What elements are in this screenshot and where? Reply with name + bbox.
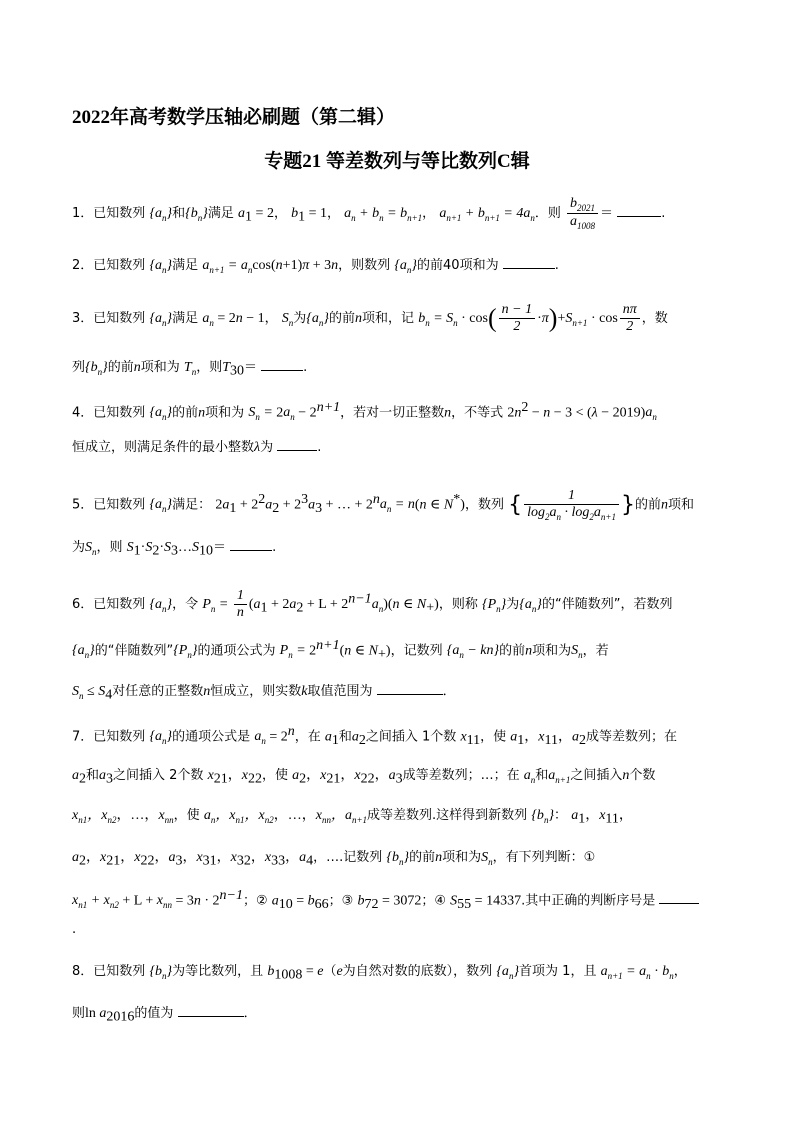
document-subtitle: 专题21 等差数列与等比数列C辑 (264, 151, 530, 172)
problem-4: 4．已知数列 $\{a_n\}$的前n项和为 $S_n = 2a_n - 2^{n+1}$，若对一切正整数n，不等式 $2n^2 - n - 3 < (\lambda - 2019)a_n$ (72, 400, 657, 423)
problem-6: 6．已知数列 $\{a_n\}$，令 $P_n$ = $\frac{1}{n}$ $(a_1 + 2a_2 + L + 2^{n-1}a_n)(n$ ∈ $N_+$)，则称 $\{P_n\}$为$\{a_n\}$的“伴随数列”，若数列 (72, 588, 673, 620)
problem-3-line-2: 列$\{b_n\}$的前n项和为 $T_n$，则$T_{30}=$ . (72, 360, 308, 379)
problem-7-line-4: $a_2$，$x_{21}$，$x_{22}$，$a_3$，$x_{31}$，$x_{32}$，$x_{33}$，$a_4$，….记数列 $\{b_n\}$的前n项和为$S_n$，有下列判断：① (72, 850, 596, 869)
problem-7-line-3: $x_{n1}$，$x_{n2}$，…，$x_{nn}$，使 $a_n$，$x_{n1}$，$x_{n2}$，…，$x_{nn}$，$a_{n+1}$成等差数列.这样得到新数列 $\{b_n\}$： $a_1$，$x_{11}$， (72, 808, 633, 827)
problem-5: 5．已知数列 $\{a_n\}$满足： $2a_1 + 2^2a_2 + 2^3a_3$ + … + $2^na_n = n(n$ ∈ N*)，数列 { $\frac{1}{\log_2a_n \cdot \log_2a_{n+1}}$ }的前n项和 (72, 488, 694, 522)
problem-6-line-3: $S_n \le S_4$对任意的正整数n恒成立，则实数k取值范围为 ． (72, 684, 456, 703)
problem-7-line-5: $x_{n1} + x_{n2} + L + x_{nn} = 3n \cdot 2^{n-1}$；② $a_{10} = b_{66}$；③ $b_{72} = 3072$；④ $S_{55} = 14337$.其中正确的判断序号是 (72, 888, 699, 913)
problem-7-line-2: $a_2$和$a_3$之间插入 2个数 $x_{21}$，$x_{22}$，使 $a_2$，$x_{21}$，$x_{22}$，$a_3$成等差数列；…；在 $a_n$和$a_{n+1}$之间插入n个数 (72, 768, 656, 787)
problem-1: 1．已知数列 $\{a_n\}$和$\{b_n\}$满足 $a_1 = 2$， $b_1 = 1$， $a_n + b_n = b_{n+1}$， $a_{n+1} + b_{n+1} = 4a_n$．则 $\frac{b_{2021}}{a_{1008}}$ ＝ . (72, 196, 666, 231)
problem-8: 8．已知数列 $\{b_n\}$为等比数列，且 $b_{1008} = e(e$为自然对数的底数），数列 $\{a_n\}$首项为 1，且 $a_{n+1} = a_n \cdot b_n$， (72, 964, 687, 983)
problem-4-line-2: 恒成立，则满足条件的最小整数λ为 . (72, 440, 322, 455)
problem-3: 3．已知数列 $\{a_n\}$满足 $a_n = 2n - 1$， $S_n$为$\{a_n\}$的前n项和，记 $b_n = S_n \cdot \cos$( $\frac{n - 1}{2}$ $\cdot\pi)+S_{n+1} \cdot \cos$ $\frac{n\pi}{2}$ ，数 (72, 302, 668, 334)
problem-7: 7．已知数列 $\{a_n\}$的通项公式是 $a_n = 2^n$，在 $a_1$和$a_2$之间插入 1个数 $x_{11}$，使 $a_1$，$x_{11}$，$a_2$成等差数列；在 (72, 724, 678, 748)
problem-2: 2．已知数列 $\{a_n\}$满足 $a_{n+1} = a_n\cos(n+1)\pi + 3n$，则数列 $\{a_n\}$的前40项和为 . (72, 258, 559, 275)
problem-7-line-6: . (72, 922, 77, 937)
problem-8-line-2: 则$\ln a_{2016}$的值为 ． (72, 1006, 257, 1025)
problem-6-line-2: $\{a_n\}$的“伴随数列$”\{P_n\}$的通项公式为 $P_n = 2^{n+1}(n$ ∈ $N_+$)，记数列 $\{a_n - kn\}$的前n项和为$S_n$，若 (72, 638, 609, 662)
problem-5-line-2: 为$S_n$，则 $S_1\cdot S_2\cdot S_3\dots S_{10}=$ . (72, 540, 277, 559)
document-title: 2022年高考数学压轴必刷题（第二辑） (72, 107, 396, 128)
